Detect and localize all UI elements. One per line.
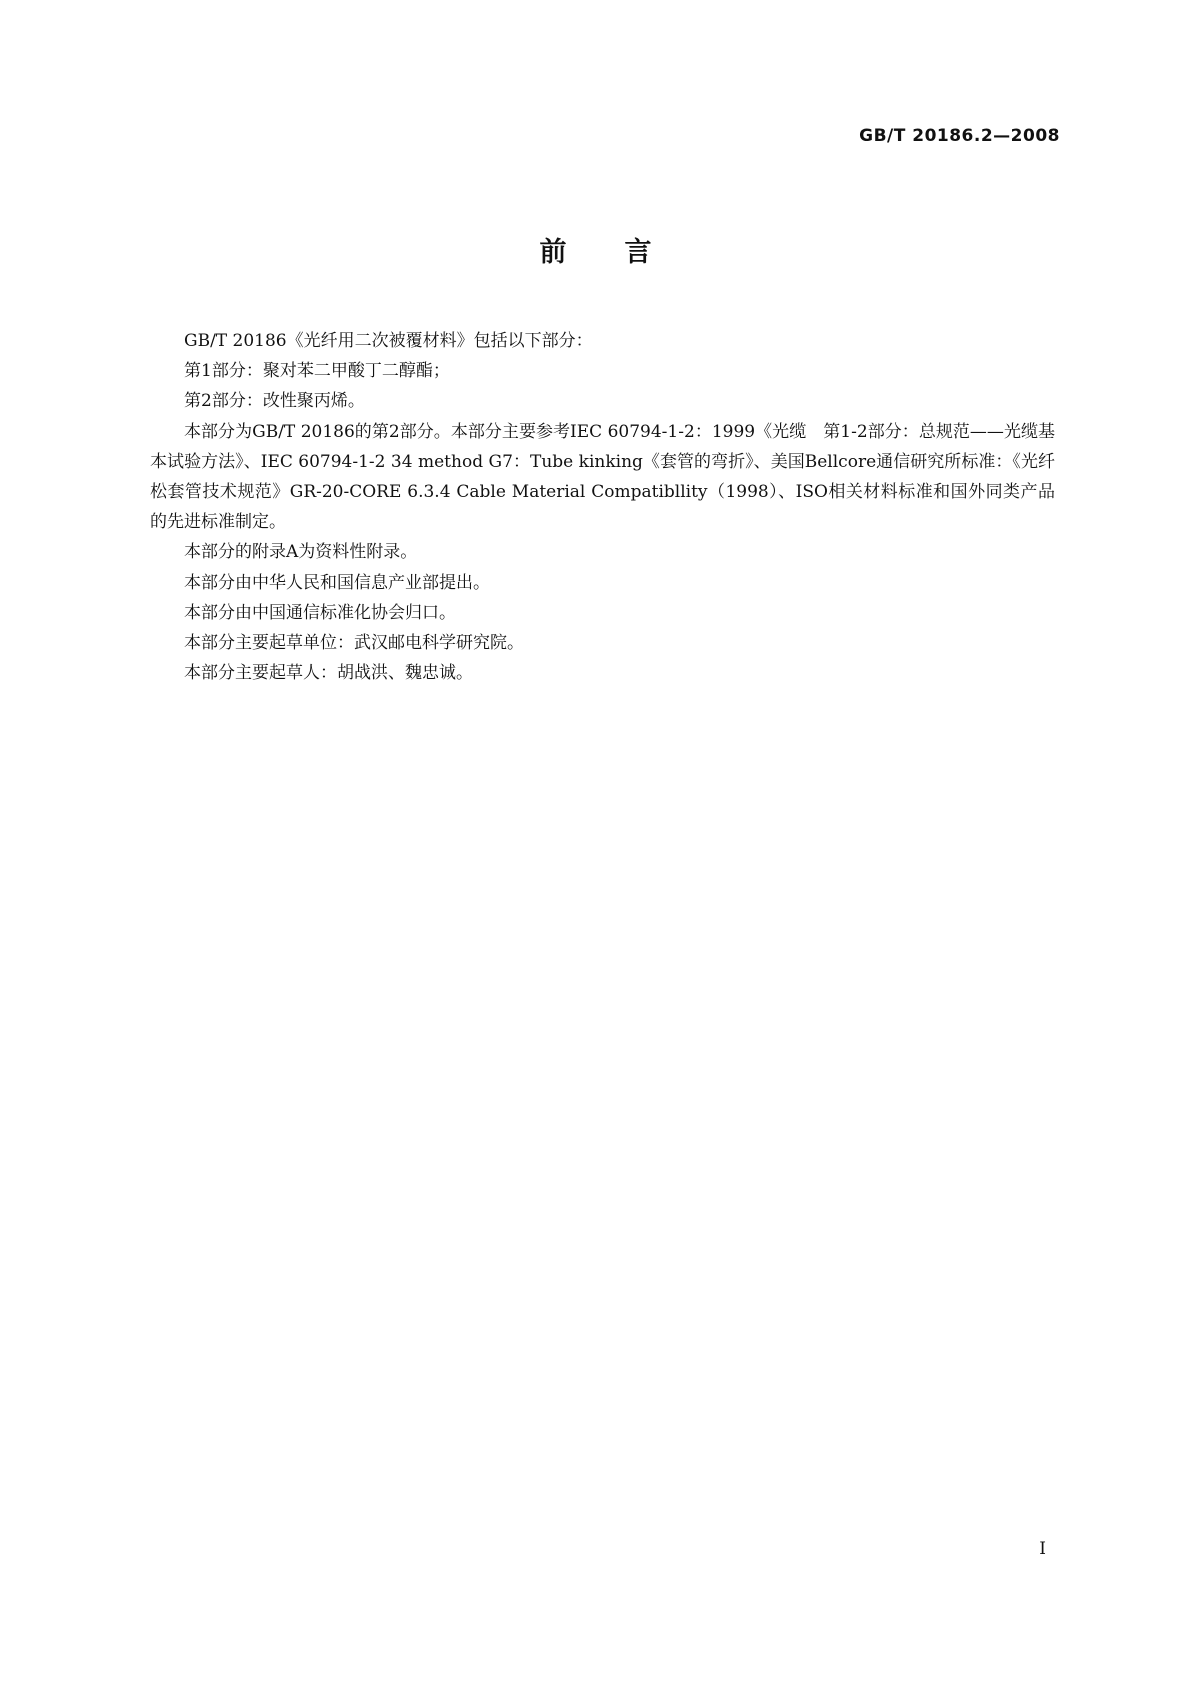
foreword-paragraph-drafting-unit: 本部分主要起草单位：武汉邮电科学研究院。 <box>184 633 524 654</box>
foreword-paragraph-proposed-by: 本部分由中华人民和国信息产业部提出。 <box>184 572 490 593</box>
foreword-body <box>150 326 1055 688</box>
foreword-paragraph-part-2: 第2部分：改性聚丙烯。 <box>184 391 365 412</box>
page-number: I <box>1039 1539 1046 1559</box>
standard-number: GB/T 20186.2—2008 <box>859 126 1060 146</box>
foreword-paragraph-part-1: 第1部分：聚对苯二甲酸丁二醇酯； <box>184 361 450 382</box>
foreword-paragraph-centralized-by: 本部分由中国通信标准化协会归口。 <box>184 602 456 623</box>
foreword-title: 前言 <box>539 237 710 268</box>
foreword-paragraph-drafters: 本部分主要起草人：胡战洪、魏忠诚。 <box>184 663 473 684</box>
foreword-paragraph-annex: 本部分的附录A为资料性附录。 <box>184 542 418 563</box>
foreword-paragraph-parts-intro: GB/T 20186《光纤用二次被覆材料》包括以下部分： <box>184 331 593 351</box>
foreword-paragraph-references: 本部分为GB/T 20186的第2部分。本部分主要参考IEC 60794-1-2：1999《光缆 第1-2部分：总规范——光缆基本试验方法》、IEC 60794-1-2 34 method G7：Tube kinking《套管的弯折》、美国Bellcore通信研究所标准：《光纤松套管技术规范》GR-20-CORE 6.3.4 Cable Material Compatibllity（1998）、ISO相关材料标准和国外同类产品的先进标准制定。 <box>150 421 1055 533</box>
